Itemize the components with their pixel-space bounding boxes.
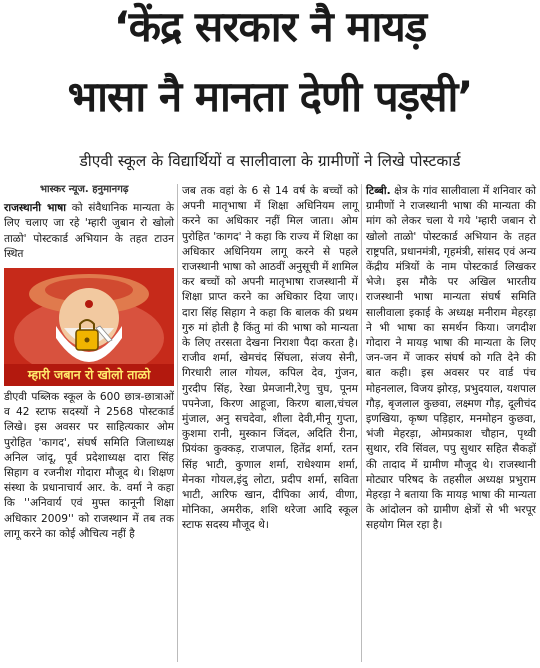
column-1-body: डीएवी पब्लिक स्कूल के 600 छात्र-छात्राओं व 42 स्टाफ सदस्यों ने 2568 पोस्टकार्ड लिखे। इस अवसर पर साहित्यकार ओम पुरोहित 'कागद', संघर्ष समिति जिलाध्यक्ष अनिल जांदू, पूर्व प्रदेशाध्यक्ष दारा सिंह सिहाग व रजनीश गोदारा मौजूद थे। शिक्षण संस्था के प्रधानाचार्य आर. के. वर्मा ने कहा कि ''अनिवार्य एवं मुफ्त कानूनी शिक्षा अधिकार 2009'' को राजस्थान में तब तक लागू करने का कोई औचित्य नहीं है <box>4 391 174 540</box>
column-divider <box>361 184 362 662</box>
article-column-2 <box>182 184 358 534</box>
lead-bold-text: राजस्थानी भाषा <box>4 202 67 215</box>
lead-text: को संवैधानिक मान्यता के लिए चलाए जा रहे 'म्हारी जुबान रो खोलो ताळो' पोस्टकार्ड अभियान के तहत टाउन स्थित <box>4 202 174 260</box>
campaign-photo <box>4 268 174 386</box>
column-3-body <box>366 184 536 534</box>
column-1-lead <box>4 201 174 262</box>
headline-line-1: ‘केंद्र सरकार नै मायड़ <box>113 2 427 51</box>
dateline: टिब्बी. <box>366 185 391 197</box>
subheadline: डीएवी स्कूल के विद्यार्थियों व सालीवाला के ग्रामीणों ने लिखे पोस्टकार्ड <box>79 152 461 170</box>
article-column-1 <box>4 182 174 542</box>
column-3-text: क्षेत्र के गांव सालीवाला में शनिवार को ग्रामीणों ने राजस्थानी भाषा की मान्यता की मांग को लेकर चला ये गये 'म्हारी जबान रो खोलो ताळो' पोस्टकार्ड अभियान के तहत राष्ट्रपति, प्रधानमंत्री, गृहमंत्री, सांसद एवं अन्य केंद्रीय मंत्रियों के नाम पोस्टकार्ड लिखकर भेजे। इस मौके पर अखिल भारतीय राजस्थानी भाषा मान्यता संघर्ष समिति सालीवाला इकाई के अध्यक्ष मनीराम मेहरड़ा ने भी भाषा का समर्थन किया। जगदीश गोदारा ने मायड़ भाषा की मान्यता के लिए जन-जन में जाकर संघर्ष को गति देने की बात कही। इस अवसर पर वार्ड पंच मोहनलाल, विजय झोरड़, प्रभुदयाल, यशपाल गौड़, बृजलाल कुछवा, लक्ष्मण गौड़, दूलीचंद इणखिया, कृष्ण पड़िहार, मनमोहन कुछवा, भंजी मेहरड़ा, ओमप्रकाश चौहान, पृथ्वी सुथार, रवि सिंवल, पपु सुथार सहित सैकड़ों की तादाद में ग्रामीण मौजूद थे। राजस्थानी मोट्यार परिषद के तहसील अध्यक्ष प्रभुराम मेहरड़ा ने बताया कि मायड़ भाषा की मान्यता के आंदोलन को ग्रामीण क्षेत्रों से भी भरपूर सहयोग मिल रहा है। <box>366 185 536 532</box>
article-column-3 <box>366 184 536 534</box>
column-2-body: जब तक वहां के 6 से 14 वर्ष के बच्चों को अपनी मातृभाषा में शिक्षा अधिनियम लागू करने का अधिकार नहीं मिल जाता। ओम पुरोहित 'कागद' ने कहा कि राज्य में शिक्षा का अधिकार अधिनियम लागू करने से पहले राजस्थानी भाषा को आठवीं अनुसूची में शामिल कर बच्चों को अपनी मातृभाषा राजस्थानी में शिक्षा प्राप्त करने का अधिकार दिया जाए। दारा सिंह सिहाग ने कहा कि बालक की प्रथम गुरु मां होती है किंतु मां की भाषा को मान्यता के लिए तरसता देखना निराशा पैदा करता है। राजीव शर्मा, खेमचंद सिंघला, संजय सेनी, गिरधारी लाल गोयल, कपिल देव, गुंजन, गुरदीप सिंह, रेखा प्रेमजानी,रेणु चुघ, पूनम पपनेजा, किरण आहूजा, किरण बाला,चंचल मुंजाल, अनु सचदेवा, शीला देवी,मीनू गुप्ता, कुशमा रानी, मुस्कान जिंदल, अदिति रीना, प्रियंका कुक्कड़, राजपाल, हितेंद्र शर्मा, रतन सिंह भाटी, कुणाल शर्मा, राधेश्याम शर्मा, मेनका गोयल,इंदु लोटा, प्रदीप शर्मा, सविता भाटी, आरिफ खान, दीपिका आर्य, वीणा, मोनिका, अमरीक, शशि थरेजा आदि स्कूल स्टाफ सदस्य मौजूद थे। <box>182 185 358 532</box>
photo-caption: म्हारी जबान रो खोलो ताळो <box>4 364 174 386</box>
column-divider <box>177 184 178 662</box>
headline-line-2: भासा नै मानता देणी पड़सी’ <box>67 72 473 121</box>
byline: भास्कर न्यूज. हनुमानगढ़ <box>40 184 129 195</box>
